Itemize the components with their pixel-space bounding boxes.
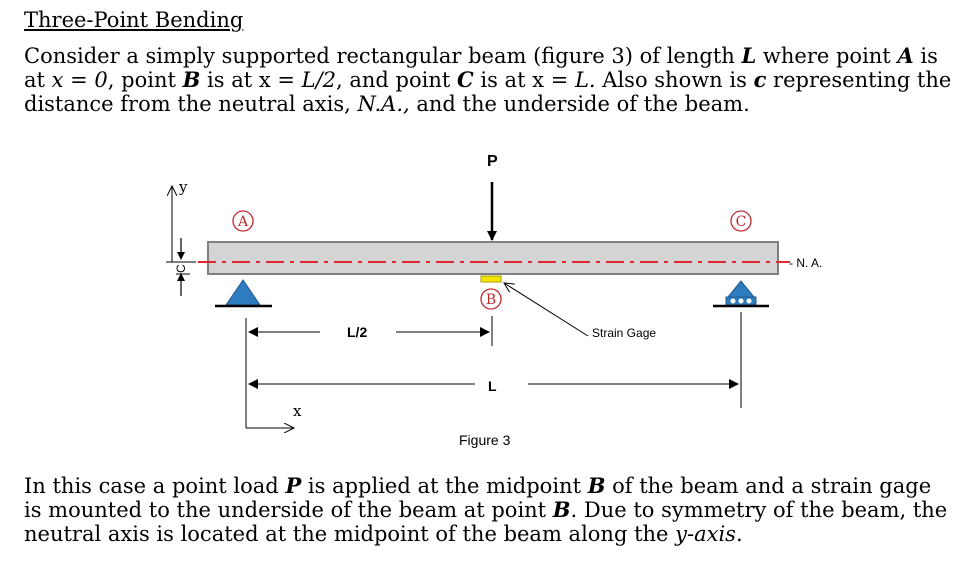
- full-span-label: L: [488, 378, 497, 394]
- closing-text: In this case a point load: [24, 474, 286, 498]
- point-a-symbol: A: [897, 43, 914, 68]
- half-length-symbol: L/2: [301, 68, 337, 92]
- point-b-symbol: B: [587, 473, 606, 498]
- closing-text: .: [735, 522, 743, 546]
- closing-text: of the beam and a strain gage is mounted to the underside of the beam at point: [24, 474, 932, 522]
- c-distance-symbol: c: [753, 67, 767, 92]
- x-equals-zero: x = 0: [51, 68, 108, 92]
- closing-text: . Due to symmetry of the beam, the neutral axis is located at the midpoint of the beam along the: [24, 498, 948, 546]
- intro-text: where point: [756, 44, 898, 68]
- y-axis-term: y-axis: [675, 522, 736, 546]
- intro-text: and the underside of the beam.: [409, 92, 750, 116]
- strain-gage-label: Strain Gage: [592, 326, 657, 340]
- beam: [208, 242, 778, 274]
- roller-wheel: [739, 299, 744, 304]
- point-c-label: C: [735, 214, 747, 230]
- x-axis-label: x: [293, 402, 302, 420]
- y-axis-label: y: [179, 178, 188, 196]
- closing-text: is applied at the midpoint: [301, 474, 588, 498]
- point-a-label: A: [237, 214, 249, 230]
- load-symbol: P: [285, 473, 302, 498]
- half-span-label: L/2: [347, 324, 368, 340]
- load-label: P: [487, 153, 498, 170]
- c-dimension-label: C: [174, 264, 188, 273]
- point-b-symbol: B: [552, 497, 571, 522]
- intro-text: Consider a simply supported rectangular beam (figure 3) of length: [24, 44, 742, 68]
- length-symbol: L: [741, 43, 757, 68]
- full-length-symbol: L.: [574, 68, 596, 92]
- intro-text: is at x =: [200, 68, 302, 92]
- roller-wheel: [731, 299, 736, 304]
- section-heading: Three-Point Bending: [24, 8, 244, 32]
- intro-text: is at x =: [473, 68, 575, 92]
- roller-wheel: [747, 299, 752, 304]
- strain-gage-leader: [504, 283, 588, 336]
- point-b-label: B: [485, 292, 497, 308]
- point-b-symbol: B: [182, 67, 201, 92]
- intro-text: , point: [107, 68, 183, 92]
- pin-support: [226, 280, 260, 305]
- figure-caption: Figure 3: [459, 432, 511, 448]
- intro-text: is at: [24, 44, 938, 92]
- intro-text: , and point: [336, 68, 457, 92]
- strain-gage: [481, 276, 501, 282]
- intro-text: Also shown is: [595, 68, 754, 92]
- roller-support: [728, 281, 754, 297]
- point-c-symbol: C: [456, 67, 474, 92]
- closing-paragraph: [24, 474, 954, 546]
- intro-text: representing the distance from the neutral axis,: [24, 68, 952, 116]
- neutral-axis-abbrev: N.A.,: [357, 92, 410, 116]
- neutral-axis-label: - N. A.: [789, 256, 823, 270]
